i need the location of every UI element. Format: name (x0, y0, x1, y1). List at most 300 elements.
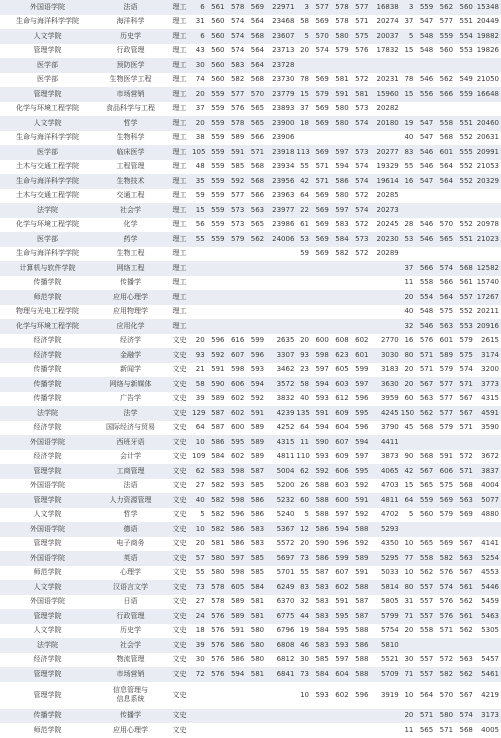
y3-min-cell: 557 (419, 655, 434, 664)
y3-max-cell: 563 (435, 319, 455, 334)
y3-rank-cell: 17267 (475, 290, 501, 305)
y2-min-cell: 569 (311, 203, 331, 218)
y3-rank-cell (475, 58, 501, 73)
y3-min-cell: 557 (415, 667, 435, 682)
table-row (0, 102, 501, 117)
y3-max-cell: 577 (435, 406, 455, 421)
college-cell: 师范学院 (0, 290, 94, 305)
y2-count-cell: 64 (300, 423, 310, 432)
y3-rank-cell: 2615 (481, 336, 499, 345)
table-row (0, 522, 501, 537)
y1-avg-cell: 585 (250, 481, 265, 490)
y1-rank-cell: 23730 (272, 75, 295, 84)
major-cell: 药学 (94, 232, 167, 247)
category-cell: 文史 (167, 348, 192, 363)
y1-min-cell: 578 (211, 597, 225, 606)
y3-min-cell: 556 (415, 87, 435, 102)
table-row (0, 15, 501, 30)
major-cell: 英语 (94, 551, 167, 566)
major-cell: 生物工程 (116, 249, 145, 258)
y2-max-cell: 591 (335, 597, 349, 606)
y2-count-cell: 42 (296, 174, 311, 189)
y1-max-cell: 616 (230, 336, 245, 345)
major-cell: 临床医学 (94, 145, 167, 160)
y1-rank-cell: 23728 (266, 58, 296, 73)
y2-min-cell (311, 319, 331, 334)
y1-count-cell: 40 (192, 493, 207, 508)
y3-avg-cell: 567 (459, 690, 473, 699)
college-cell: 化学与环境工程学院 (0, 319, 94, 334)
y3-rank-cell: 20460 (475, 116, 501, 131)
y3-count-cell: 10 (404, 568, 414, 577)
table-row (0, 203, 501, 218)
y2-min-cell: 588 (315, 481, 329, 490)
y1-max-cell: 577 (226, 87, 246, 102)
table-row (0, 160, 501, 175)
y3-max-cell: 570 (439, 220, 454, 229)
y2-rank-cell: 17832 (376, 46, 399, 55)
y1-max-cell: 589 (230, 133, 245, 142)
y3-min-cell (415, 638, 435, 653)
major-cell: 传播学 (119, 278, 141, 287)
college-cell: 经济学院 (33, 423, 62, 432)
major-cell: 生物科学 (116, 133, 145, 142)
y3-avg-cell: 571 (455, 377, 475, 392)
y2-min-cell (311, 305, 331, 320)
y1-max-cell: 606 (226, 377, 246, 392)
y1-max-cell: 598 (226, 493, 246, 508)
y3-max-cell: 601 (435, 145, 455, 160)
y2-count-cell: 37 (300, 104, 310, 113)
table-row (0, 566, 501, 581)
y3-min-cell: 571 (415, 348, 435, 363)
y2-min-cell (311, 58, 331, 73)
y3-max-cell (435, 203, 455, 218)
y3-count-cell: 80 (401, 580, 416, 595)
y2-count-cell (296, 305, 311, 320)
y2-avg-cell: 587 (355, 597, 369, 606)
y1-max-cell: 607 (226, 348, 246, 363)
college-cell: 医学部 (36, 75, 58, 84)
table-row (0, 406, 501, 421)
y1-min-cell: 559 (211, 104, 225, 113)
category-cell: 文史 (167, 580, 192, 595)
y2-count-cell: 73 (296, 667, 311, 682)
y2-count-cell: 62 (296, 464, 311, 479)
y2-avg-cell: 602 (355, 336, 369, 345)
y1-count-cell: 5 (200, 510, 205, 519)
y3-avg-cell: 567 (459, 394, 473, 403)
y3-max-cell: 572 (439, 655, 454, 664)
y1-count-cell: 20 (195, 336, 205, 345)
y2-rank-cell (371, 131, 401, 146)
y2-min-cell: 597 (315, 365, 329, 374)
major-cell: 应用物理学 (112, 307, 148, 316)
y2-max-cell: 579 (335, 46, 349, 55)
y3-avg-cell: 552 (459, 133, 473, 142)
y2-min-cell: 574 (315, 46, 329, 55)
major-cell: 历史学 (94, 29, 167, 44)
college-cell: 医学部 (0, 145, 94, 160)
y1-min-cell: 584 (211, 452, 225, 461)
y3-max-cell: 576 (435, 609, 455, 624)
y2-avg-cell (351, 709, 371, 724)
y2-avg-cell (351, 276, 371, 291)
y2-rank-cell (371, 305, 401, 320)
y1-avg-cell: 589 (250, 423, 265, 432)
table-row (0, 464, 501, 479)
y2-avg-cell (351, 131, 371, 146)
y3-avg-cell: 552 (455, 174, 475, 189)
college-cell: 外国语学院 (0, 551, 94, 566)
y1-count-cell: 30 (192, 58, 207, 73)
y3-rank-cell: 3173 (475, 709, 501, 724)
y3-count-cell: 16 (404, 336, 414, 345)
y1-max-cell: 602 (226, 406, 246, 421)
y1-count-cell (192, 723, 207, 738)
major-cell: 生物技术 (94, 174, 167, 189)
y2-avg-cell: 597 (351, 377, 371, 392)
y2-max-cell (331, 131, 351, 146)
y1-rank-cell: 6370 (276, 597, 295, 606)
y2-count-cell: 26 (300, 481, 310, 490)
y1-count-cell: 24 (192, 609, 207, 624)
table-row (0, 247, 501, 262)
y2-count-cell: 18 (296, 116, 311, 131)
y3-min-cell: 562 (419, 568, 434, 577)
y1-max-cell (226, 319, 246, 334)
y3-rank-cell: 4005 (481, 725, 499, 734)
y2-count-cell: 19 (300, 626, 310, 635)
y2-rank-cell: 20285 (376, 191, 399, 200)
y3-max-cell (435, 435, 455, 450)
y2-rank-cell: 3790 (380, 423, 399, 432)
y1-avg-cell (246, 261, 266, 276)
y3-count-cell: 16 (401, 174, 416, 189)
y1-rank-cell: 6808 (266, 638, 296, 653)
y2-avg-cell: 601 (351, 348, 371, 363)
y2-min-cell: 569 (315, 249, 329, 258)
y2-max-cell: 606 (331, 464, 351, 479)
y3-avg-cell: 562 (455, 667, 475, 682)
table-row (0, 334, 501, 349)
y1-avg-cell (246, 709, 266, 724)
y3-rank-cell: 15348 (475, 0, 501, 15)
category-cell: 理工 (167, 116, 192, 131)
table-row (0, 174, 501, 189)
table-row (0, 145, 501, 160)
college-cell: 生命与海洋科学学院 (15, 133, 79, 142)
y1-rank-cell (266, 261, 296, 276)
table-row (0, 421, 501, 436)
y1-rank-cell: 23918 (266, 145, 296, 160)
y3-count-cell: 45 (404, 423, 414, 432)
major-cell: 人力资源管理 (94, 493, 167, 508)
y1-rank-cell: 4811 (276, 452, 295, 461)
y3-min-cell: 554 (415, 290, 435, 305)
table-row (0, 479, 501, 494)
y3-count-cell: 83 (401, 145, 416, 160)
college-cell: 法学院 (0, 638, 94, 653)
y1-count-cell: 38 (195, 133, 205, 142)
y1-avg-cell: 581 (246, 609, 266, 624)
y1-avg-cell: 585 (246, 551, 266, 566)
category-cell: 文史 (172, 626, 187, 635)
category-cell: 理工 (172, 307, 187, 316)
y1-max-cell: 593 (230, 481, 245, 490)
y2-avg-cell: 574 (351, 174, 371, 189)
major-cell: 哲学 (94, 116, 167, 131)
y1-avg-cell: 589 (250, 452, 265, 461)
y3-count-cell: 15 (404, 46, 414, 55)
y2-avg-cell: 588 (355, 626, 369, 635)
y3-rank-cell: 4591 (475, 406, 501, 421)
y2-max-cell: 604 (335, 423, 349, 432)
y1-count-cell: 73 (192, 580, 207, 595)
table-row (0, 131, 501, 146)
y3-avg-cell: 567 (459, 539, 473, 548)
y3-rank-cell: 3174 (475, 348, 501, 363)
category-cell: 理工 (172, 191, 187, 200)
y2-rank-cell: 4065 (371, 464, 401, 479)
y3-count-cell: 80 (401, 348, 416, 363)
table-row (0, 305, 501, 320)
y2-rank-cell: 5521 (380, 655, 399, 664)
table-row (0, 87, 501, 102)
y3-avg-cell: 567 (455, 406, 475, 421)
y1-rank-cell: 23963 (272, 191, 295, 200)
y1-count-cell: 93 (192, 348, 207, 363)
table-row (0, 609, 501, 624)
category-cell: 理工 (172, 162, 187, 171)
y3-count-cell: 60 (404, 394, 414, 403)
major-cell: 德语 (94, 522, 167, 537)
y1-min-cell: 580 (207, 551, 227, 566)
y2-count-cell: 53 (296, 232, 311, 247)
y3-avg-cell: 571 (459, 423, 473, 432)
y2-rank-cell: 15960 (371, 87, 401, 102)
y3-avg-cell (455, 102, 475, 117)
y1-max-cell: 574 (226, 29, 246, 44)
y1-max-cell (226, 682, 246, 709)
y1-max-cell: 585 (230, 162, 245, 171)
y3-avg-cell: 563 (455, 551, 475, 566)
y2-max-cell: 600 (331, 493, 351, 508)
major-cell: 海洋科学 (116, 17, 145, 26)
category-cell: 理工 (172, 104, 187, 113)
category-cell: 文史 (172, 423, 187, 432)
y2-rank-cell: 3183 (380, 365, 399, 374)
y2-min-cell: 592 (311, 464, 331, 479)
y3-rank-cell: 5254 (475, 551, 501, 566)
y1-min-cell: 576 (207, 667, 227, 682)
major-cell: 应用心理学 (94, 290, 167, 305)
y3-avg-cell: 561 (459, 278, 473, 287)
y2-rank-cell: 20282 (376, 104, 399, 113)
college-cell: 经济学院 (33, 336, 62, 345)
y2-max-cell: 597 (331, 203, 351, 218)
y2-min-cell: 569 (311, 116, 331, 131)
y3-min-cell (415, 247, 435, 262)
y1-max-cell: 586 (226, 638, 246, 653)
y3-max-cell: 577 (439, 394, 454, 403)
y3-min-cell: 567 (415, 464, 435, 479)
y3-count-cell (401, 522, 416, 537)
y3-rank-cell: 5305 (481, 626, 499, 635)
y3-rank-cell: 20916 (475, 319, 501, 334)
y3-min-cell: 564 (419, 690, 434, 699)
y1-max-cell: 598 (226, 464, 246, 479)
college-cell: 师范学院 (33, 568, 62, 577)
y3-rank-cell (475, 435, 501, 450)
y3-avg-cell (455, 638, 475, 653)
y2-rank-cell: 4411 (371, 435, 401, 450)
y2-max-cell: 582 (335, 249, 349, 258)
y2-min-cell: 569 (311, 145, 331, 160)
y2-min-cell: 584 (315, 626, 329, 635)
category-cell: 文史 (172, 539, 187, 548)
y2-avg-cell: 572 (355, 249, 369, 258)
y3-count-cell: 37 (404, 17, 414, 26)
y3-avg-cell: 559 (455, 87, 475, 102)
category-cell: 文史 (167, 709, 192, 724)
college-cell: 法学院 (0, 203, 94, 218)
y2-max-cell: 580 (335, 104, 349, 113)
y2-count-cell (296, 58, 311, 73)
college-cell: 计算机与软件学院 (0, 261, 94, 276)
y2-count-cell: 20 (300, 46, 310, 55)
y2-max-cell: 605 (335, 365, 349, 374)
y2-max-cell: 597 (335, 655, 349, 664)
y1-count-cell: 55 (195, 568, 205, 577)
y2-min-cell: 590 (311, 435, 331, 450)
y2-min-cell: 571 (315, 162, 329, 171)
major-cell: 食品科学与工程 (105, 104, 155, 113)
y2-max-cell: 599 (331, 551, 351, 566)
y3-min-cell: 546 (419, 162, 434, 171)
y1-rank-cell: 23934 (272, 162, 295, 171)
y3-max-cell: 582 (435, 551, 455, 566)
y1-avg-cell (246, 682, 266, 709)
y1-avg-cell: 581 (246, 667, 266, 682)
y2-avg-cell: 573 (355, 104, 369, 113)
y3-rank-cell: 3672 (481, 452, 499, 461)
y3-min-cell: 563 (419, 394, 434, 403)
y2-max-cell: 604 (331, 667, 351, 682)
category-cell: 文史 (167, 522, 192, 537)
y3-min-cell: 546 (415, 145, 435, 160)
y1-min-cell: 560 (207, 29, 227, 44)
college-cell: 经济学院 (0, 348, 94, 363)
y3-max-cell: 564 (439, 162, 454, 171)
y2-rank-cell: 20274 (376, 17, 399, 26)
y1-rank-cell (266, 319, 296, 334)
y3-count-cell (401, 203, 416, 218)
y2-min-cell: 571 (311, 174, 331, 189)
y1-max-cell (226, 276, 246, 291)
y1-min-cell: 590 (207, 377, 227, 392)
y1-min-cell: 586 (207, 435, 227, 450)
y1-avg-cell: 584 (246, 580, 266, 595)
y3-count-cell: 32 (401, 319, 416, 334)
college-cell: 外国语学院 (0, 435, 94, 450)
y2-min-cell: 569 (315, 191, 329, 200)
y3-count-cell: 15 (404, 481, 414, 490)
category-cell: 理工 (172, 17, 187, 26)
y2-count-cell: 58 (300, 17, 310, 26)
y3-rank-cell: 16648 (475, 87, 501, 102)
y3-rank-cell: 5461 (475, 667, 501, 682)
college-cell: 法学院 (0, 406, 94, 421)
y3-count-cell: 20 (401, 709, 416, 724)
college-cell: 管理学院 (33, 46, 62, 55)
y3-avg-cell (455, 189, 475, 204)
y3-count-cell (401, 638, 416, 653)
y3-count-cell: 37 (401, 261, 416, 276)
y3-min-cell: 560 (419, 510, 434, 519)
y3-min-cell: 557 (415, 580, 435, 595)
major-cell: 历史学 (119, 626, 141, 635)
y3-max-cell: 566 (435, 87, 455, 102)
y2-count-cell: 20 (300, 336, 310, 345)
y2-max-cell: 583 (335, 220, 349, 229)
y1-rank-cell: 3307 (266, 348, 296, 363)
y3-min-cell: 548 (419, 307, 434, 316)
y2-rank-cell (371, 58, 401, 73)
y3-min-cell: 559 (415, 0, 435, 15)
y3-avg-cell: 563 (455, 493, 475, 508)
y1-count-cell (192, 319, 207, 334)
table-row (0, 348, 501, 363)
y1-min-cell: 587 (211, 423, 225, 432)
y2-min-cell: 585 (315, 655, 329, 664)
y1-rank-cell: 6812 (276, 655, 295, 664)
y2-rank-cell (371, 709, 401, 724)
y1-rank-cell: 6775 (266, 609, 296, 624)
y3-max-cell: 559 (435, 29, 455, 44)
y1-avg-cell (246, 290, 266, 305)
y3-rank-cell: 21053 (476, 162, 499, 171)
y3-count-cell: 40 (404, 307, 414, 316)
table-row (0, 638, 501, 653)
y2-max-cell (331, 305, 351, 320)
y3-rank-cell: 4219 (481, 690, 499, 699)
y3-max-cell: 569 (435, 493, 455, 508)
y3-min-cell: 562 (415, 406, 435, 421)
y3-rank-cell: 4553 (481, 568, 499, 577)
y3-min-cell: 567 (415, 377, 435, 392)
y2-rank-cell: 20180 (371, 116, 401, 131)
y3-rank-cell: 20978 (476, 220, 499, 229)
y1-count-cell: 35 (192, 174, 207, 189)
y3-rank-cell: 3837 (475, 464, 501, 479)
y2-max-cell: 593 (331, 638, 351, 653)
y1-avg-cell: 563 (246, 203, 266, 218)
y1-count-cell: 31 (195, 17, 205, 26)
y3-max-cell (435, 638, 455, 653)
y3-avg-cell: 567 (459, 568, 473, 577)
y1-max-cell: 600 (230, 423, 245, 432)
y2-count-cell: 110 (296, 452, 310, 461)
y3-max-cell (435, 522, 455, 537)
y1-avg-cell: 580 (246, 638, 266, 653)
y1-count-cell (192, 276, 207, 291)
y2-max-cell: 608 (335, 336, 349, 345)
y3-count-cell: 71 (401, 609, 416, 624)
y3-min-cell: 557 (415, 609, 435, 624)
y1-avg-cell (246, 319, 266, 334)
table-row (0, 508, 501, 523)
